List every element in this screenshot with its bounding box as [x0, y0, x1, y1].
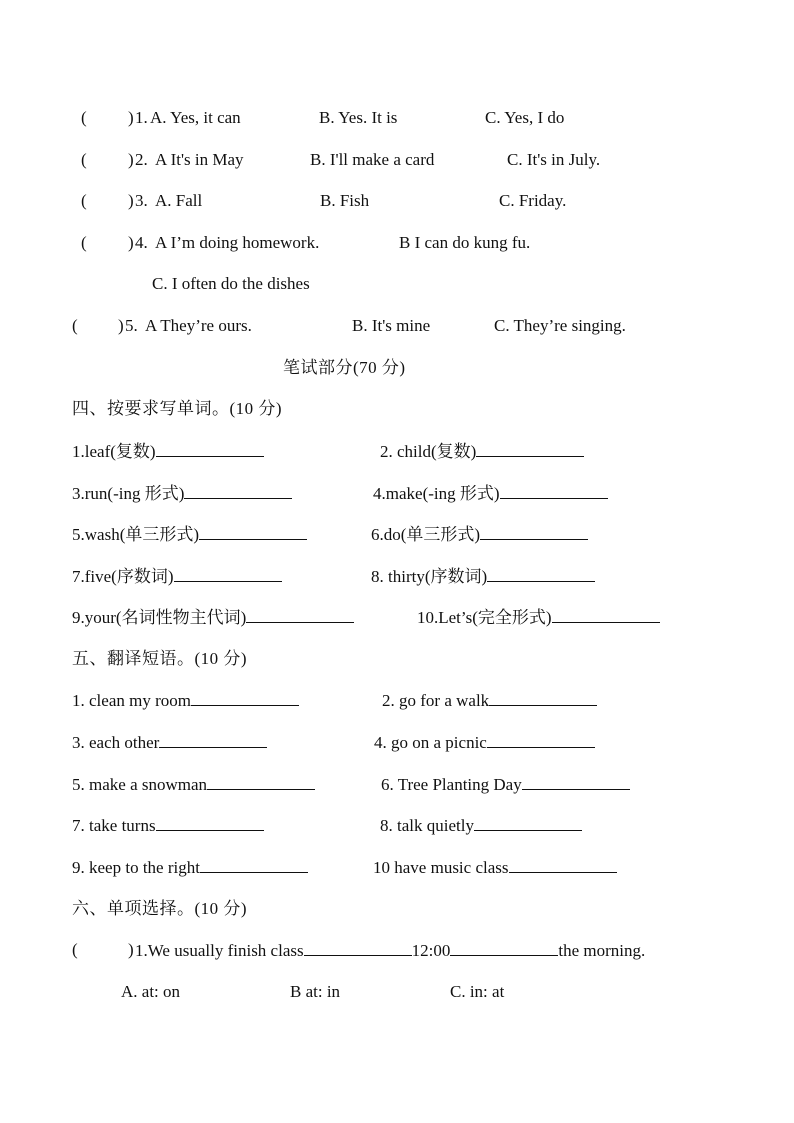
word-item: [72, 481, 292, 506]
phrase-item-text: 6. Tree Planting Day: [381, 775, 522, 794]
section5-title-text: 五、翻译短语。(10 分): [72, 649, 248, 668]
answer-blank[interactable]: [552, 605, 660, 623]
word-item-text: 7.five(序数词): [72, 567, 174, 586]
answer-blank[interactable]: [304, 938, 412, 956]
option-a: A They’re ours.: [145, 316, 252, 335]
option-c: C. It's in July.: [507, 150, 601, 169]
section6-title: [72, 897, 247, 921]
phrase-item: [72, 855, 308, 880]
phrase-item-text: 8. talk quietly: [380, 816, 474, 835]
phrase-item: [72, 813, 264, 838]
answer-paren-open: (: [81, 150, 87, 169]
word-item-text: 10.Let’s(完全形式): [417, 608, 552, 627]
answer-paren-close: ): [128, 940, 134, 959]
question-part3: the morning.: [558, 941, 646, 960]
phrase-item: [72, 688, 299, 713]
option-b: B. I'll make a card: [310, 150, 435, 169]
option-c: C. in: at: [450, 982, 505, 1001]
answer-blank[interactable]: [476, 439, 584, 457]
phrase-item-text: 1. clean my room: [72, 691, 191, 710]
answer-paren-close: ): [118, 316, 124, 335]
answer-blank[interactable]: [156, 439, 264, 457]
option-b: B. It's mine: [352, 316, 431, 335]
phrase-item: [72, 772, 315, 797]
answer-blank[interactable]: [174, 564, 282, 582]
option-b: B at: in: [290, 982, 341, 1001]
written-part-title: [283, 356, 406, 380]
option-c: C. They’re singing.: [494, 316, 626, 335]
answer-blank[interactable]: [159, 730, 267, 748]
answer-paren-open: (: [72, 316, 78, 335]
word-item: [380, 439, 584, 464]
option-a: A. Yes, it can: [150, 108, 241, 127]
option-a: A I’m doing homework.: [155, 233, 320, 252]
word-item: [373, 481, 608, 506]
answer-blank[interactable]: [480, 522, 588, 540]
phrase-item-text: 9. keep to the right: [72, 858, 200, 877]
answer-paren-close: ): [128, 150, 134, 169]
answer-paren-close: ): [128, 191, 134, 210]
question-part2: 12:00: [411, 941, 451, 960]
word-item: [417, 605, 660, 630]
answer-blank[interactable]: [474, 813, 582, 831]
word-item: [72, 439, 264, 464]
phrase-item-text: 4. go on a picnic: [374, 733, 487, 752]
option-b: B I can do kung fu.: [399, 233, 531, 252]
written-part-title-text: 笔试部分(70 分): [283, 358, 406, 377]
section4-title-text: 四、按要求写单词。(10 分): [72, 399, 283, 418]
option-b: B. Fish: [320, 191, 370, 210]
option-a: A. Fall: [155, 191, 203, 210]
answer-blank[interactable]: [489, 688, 597, 706]
word-item-text: 5.wash(单三形式): [72, 525, 200, 544]
question-number: 2.: [135, 150, 148, 169]
section5-title: [72, 647, 247, 671]
answer-blank[interactable]: [450, 938, 558, 956]
answer-blank[interactable]: [500, 481, 608, 499]
phrase-item-text: 5. make a snowman: [72, 775, 208, 794]
answer-blank[interactable]: [156, 813, 264, 831]
phrase-item-text: 3. each other: [72, 733, 160, 752]
question-number: 5.: [125, 316, 138, 335]
word-item-text: 2. child(复数): [380, 442, 477, 461]
option-c: C. Friday.: [499, 191, 567, 210]
answer-blank[interactable]: [200, 855, 308, 873]
word-item-text: 9.your(名词性物主代词): [72, 608, 247, 627]
answer-paren-open: (: [81, 191, 87, 210]
section6-title-text: 六、单项选择。(10 分): [72, 899, 248, 918]
phrase-item-text: 2. go for a walk: [382, 691, 490, 710]
option-a: A. at: on: [121, 982, 181, 1001]
word-item: [72, 564, 282, 589]
word-item-text: 6.do(单三形式): [371, 525, 481, 544]
phrase-item: [374, 730, 595, 755]
phrase-item: [380, 813, 582, 838]
phrase-item: [382, 688, 597, 713]
answer-blank[interactable]: [487, 564, 595, 582]
answer-blank[interactable]: [184, 481, 292, 499]
word-item-text: 4.make(-ing 形式): [373, 484, 500, 503]
word-item-text: 8. thirty(序数词): [371, 567, 488, 586]
option-a: A It's in May: [155, 150, 244, 169]
answer-paren-open: (: [72, 940, 78, 959]
word-item-text: 1.leaf(复数): [72, 442, 156, 461]
answer-paren-close: ): [128, 233, 134, 252]
option-c: C. Yes, I do: [485, 108, 565, 127]
option-c: C. I often do the dishes: [152, 274, 310, 293]
answer-blank[interactable]: [487, 730, 595, 748]
word-item: [72, 605, 354, 630]
option-b: B. Yes. It is: [319, 108, 398, 127]
phrase-item-text: 10 have music class: [373, 858, 509, 877]
answer-blank[interactable]: [522, 772, 630, 790]
answer-blank[interactable]: [191, 688, 299, 706]
section4-title: [72, 397, 282, 421]
question-text: [135, 938, 645, 963]
answer-paren-open: (: [81, 233, 87, 252]
phrase-item: [72, 730, 267, 755]
question-number: 4.: [135, 233, 148, 252]
word-item-text: 3.run(-ing 形式): [72, 484, 185, 503]
question-part1: We usually finish class: [147, 941, 304, 960]
answer-paren-close: ): [128, 108, 134, 127]
answer-blank[interactable]: [246, 605, 354, 623]
answer-blank[interactable]: [509, 855, 617, 873]
phrase-item-text: 7. take turns: [72, 816, 156, 835]
word-item: [371, 522, 588, 547]
question-number: 3.: [135, 191, 148, 210]
phrase-item: [381, 772, 630, 797]
answer-blank[interactable]: [207, 772, 315, 790]
question-number: 1.: [135, 108, 148, 127]
word-item: [371, 564, 595, 589]
phrase-item: [373, 855, 617, 880]
question-number: 1.: [135, 941, 148, 960]
answer-blank[interactable]: [199, 522, 307, 540]
answer-paren-open: (: [81, 108, 87, 127]
word-item: [72, 522, 307, 547]
